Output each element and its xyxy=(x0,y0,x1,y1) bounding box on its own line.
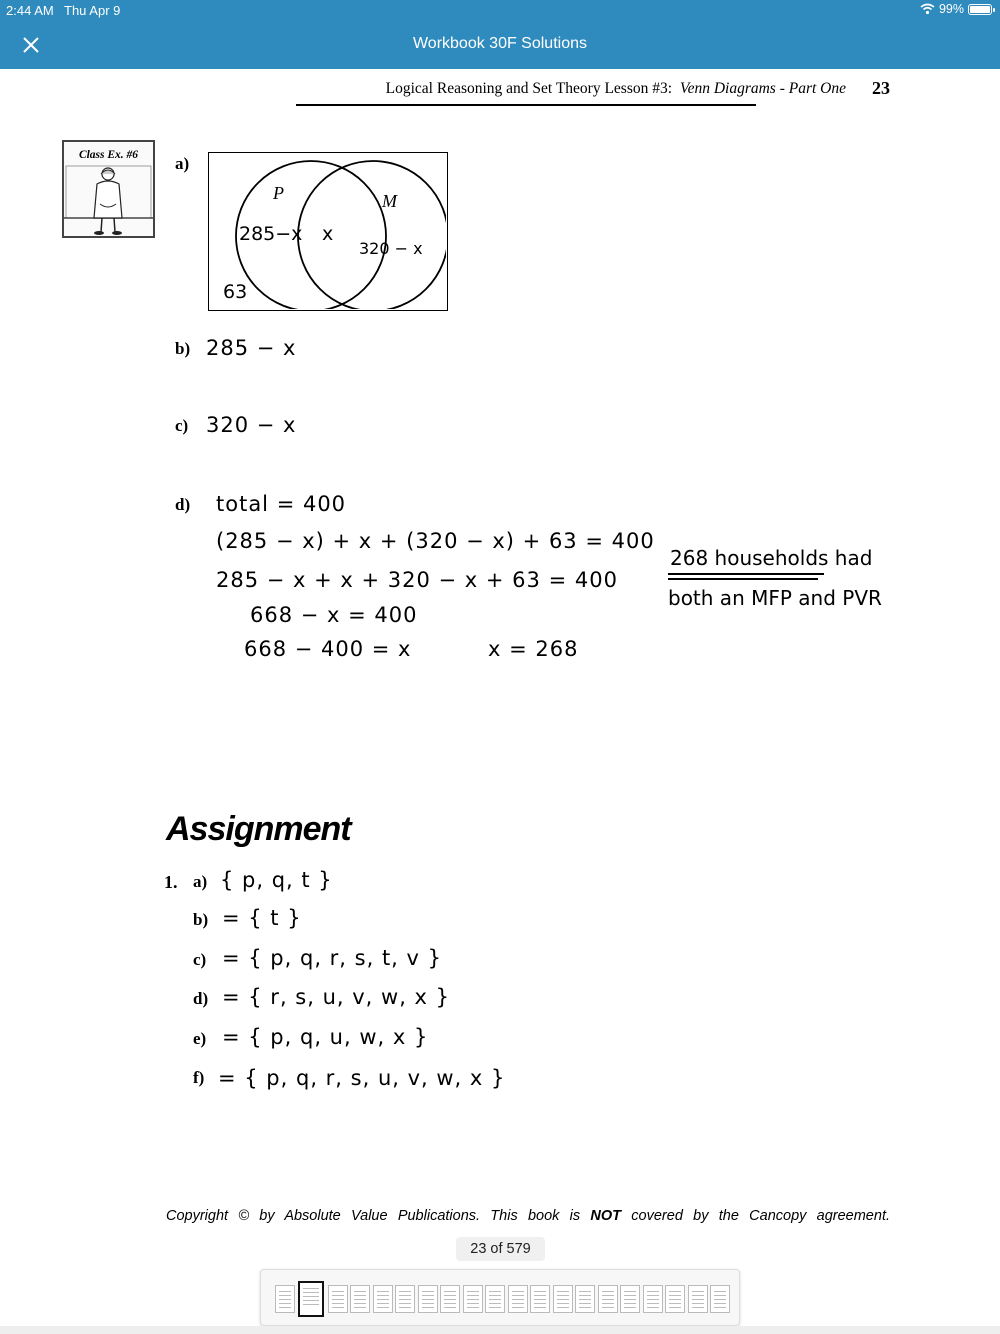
page-thumbnail[interactable] xyxy=(508,1285,528,1313)
circle-m xyxy=(298,161,446,309)
part-d-line: 668 − x = 400 xyxy=(250,603,418,627)
page-thumbnail[interactable] xyxy=(463,1285,483,1313)
copyright-text-end: covered by the Cancopy agreement. xyxy=(621,1208,890,1224)
part-d-line: (285 − x) + x + (320 − x) + 63 = 400 xyxy=(216,529,655,553)
q1-label: d) xyxy=(193,989,209,1008)
page-thumbnail[interactable] xyxy=(688,1285,708,1313)
page-thumbnail[interactable] xyxy=(553,1285,573,1313)
copyright-notice xyxy=(166,1208,890,1224)
page-header-lesson: Logical Reasoning and Set Theory Lesson #3: xyxy=(385,80,673,97)
page-thumbnail[interactable] xyxy=(395,1285,415,1313)
page-thumbnail-scrubber[interactable] xyxy=(260,1269,740,1326)
page-indicator: 23 of 579 xyxy=(456,1237,545,1261)
page-header-subtitle: Venn Diagrams - Part One xyxy=(679,80,846,97)
part-d-line: 668 − 400 = x xyxy=(244,637,412,661)
document-title: Workbook 30F Solutions xyxy=(412,35,587,52)
battery-icon xyxy=(968,4,992,15)
page-thumbnail[interactable] xyxy=(350,1285,370,1313)
status-time: 2:44 AM xyxy=(6,3,54,18)
conclusion-line-1: 268 households had xyxy=(670,546,873,570)
assignment-heading: Assignment xyxy=(166,810,351,848)
status-indicators xyxy=(920,2,992,16)
status-date: Thu Apr 9 xyxy=(64,3,121,18)
conclusion-underline xyxy=(668,573,824,575)
q1-answer: = { t } xyxy=(222,906,302,930)
part-d-result: x = 268 xyxy=(488,637,579,661)
q1-answer: = { r, s, u, v, w, x } xyxy=(222,985,451,1009)
page-number: 23 xyxy=(872,78,890,98)
page-thumbnail[interactable] xyxy=(328,1285,348,1313)
page-thumbnail[interactable] xyxy=(598,1285,618,1313)
q1-answer: = { p, q, r, s, u, v, w, x } xyxy=(218,1066,506,1090)
class-example-badge xyxy=(62,140,155,238)
wifi-icon xyxy=(920,3,935,15)
page-thumbnail[interactable] xyxy=(643,1285,663,1313)
battery-percent: 99% xyxy=(938,2,964,16)
part-d-line: 285 − x + x + 320 − x + 63 = 400 xyxy=(216,568,618,592)
q1-label: e) xyxy=(193,1029,207,1048)
page-thumbnail[interactable] xyxy=(575,1285,595,1313)
page-thumbnail[interactable] xyxy=(373,1285,393,1313)
page-thumbnail[interactable] xyxy=(620,1285,640,1313)
page-thumbnail[interactable] xyxy=(485,1285,505,1313)
page-thumbnail-current[interactable] xyxy=(298,1281,324,1317)
q1-answer: = { p, q, r, s, t, v } xyxy=(222,946,442,970)
part-d-label: d) xyxy=(175,495,191,514)
battery-fill xyxy=(970,6,990,13)
part-c-label: c) xyxy=(175,416,189,435)
set-p-label: P xyxy=(273,183,284,203)
page-thumbnail[interactable] xyxy=(418,1285,438,1313)
set-m-label: M xyxy=(382,191,397,211)
class-example-label: Class Ex. #6 xyxy=(78,149,139,161)
status-bar xyxy=(0,0,1000,20)
q1-label: f) xyxy=(193,1068,205,1087)
conclusion-line-2: both an MFP and PVR xyxy=(668,586,882,610)
page-thumbnail[interactable] xyxy=(440,1285,460,1313)
q1-label: c) xyxy=(193,950,207,969)
q1-label: b) xyxy=(193,910,209,929)
region-outside: 63 xyxy=(223,281,248,303)
venn-diagram xyxy=(208,152,448,311)
copyright-text: Copyright © by Absolute Value Publications. This book is xyxy=(166,1208,591,1224)
part-b-answer: 285 − x xyxy=(206,336,297,360)
part-d-line: total = 400 xyxy=(216,492,347,516)
region-both: x xyxy=(322,223,334,245)
page-thumbnail[interactable] xyxy=(530,1285,550,1313)
conclusion-underline xyxy=(668,578,818,580)
copyright-emphasis: NOT xyxy=(590,1208,622,1224)
question-number: 1. xyxy=(164,872,178,892)
part-c-answer: 320 − x xyxy=(206,413,297,437)
part-b-label: b) xyxy=(175,339,191,358)
teacher-illustration-icon xyxy=(64,164,153,236)
page-thumbnail[interactable] xyxy=(710,1285,730,1313)
region-p-only: 285−x xyxy=(239,223,303,245)
q1-answer: = { p, q, u, w, x } xyxy=(222,1025,429,1049)
q1-label: a) xyxy=(193,872,208,891)
page-thumbnail[interactable] xyxy=(665,1285,685,1313)
part-a-label: a) xyxy=(175,154,190,173)
header-rule xyxy=(296,104,756,106)
page-header xyxy=(300,80,846,98)
nav-bar xyxy=(0,20,1000,69)
region-m-only: 320 − x xyxy=(359,239,423,258)
q1-answer: { p, q, t } xyxy=(220,868,333,892)
page-thumbnail[interactable] xyxy=(275,1285,295,1313)
home-indicator-area xyxy=(0,1326,1000,1334)
